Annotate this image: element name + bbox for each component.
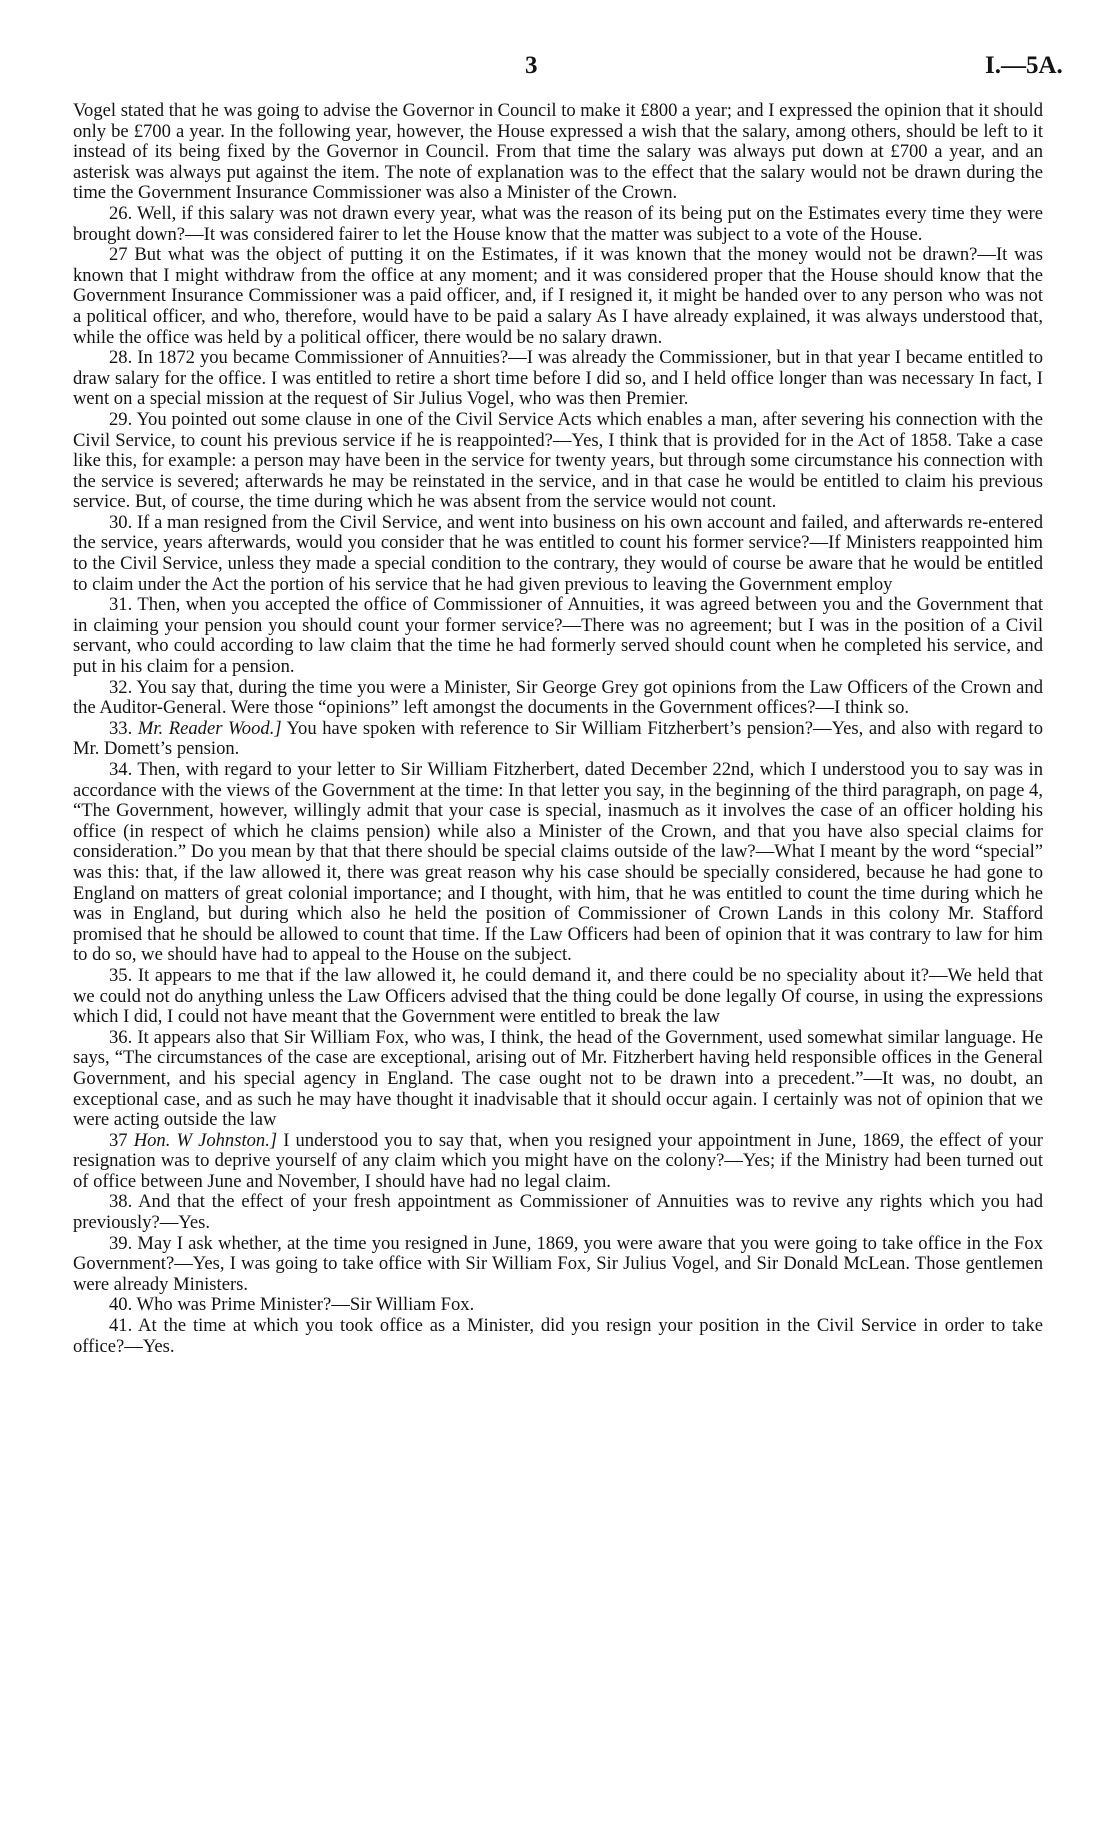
question-39: 39. May I ask whether, at the time you resigned in June, 1869, you were aware that you were going to take office in the Fox Government?—Yes, I was going to take office with Sir William Fox, Sir Julius Vogel, and Sir Donald McLean. Those gentlemen were already Ministers. bbox=[73, 1232, 1043, 1295]
body-text bbox=[73, 101, 1043, 1357]
speaker-name: Mr. Reader Wood.] bbox=[137, 717, 282, 739]
page-number: 3 bbox=[525, 52, 538, 79]
question-text: You have spoken with reference to Sir William Fitzherbert’s pension?—Yes, and also with regard to Mr. Domett’s pension. bbox=[73, 717, 1044, 760]
question-33 bbox=[73, 719, 1043, 760]
document-reference: I.—5A. bbox=[985, 52, 1063, 79]
speaker-name: Hon. W Johnston.] bbox=[133, 1129, 278, 1151]
question-37 bbox=[73, 1131, 1043, 1193]
question-31: 31. Then, when you accepted the office of Commissioner of Annuities, it was agreed between you and the Government that in claiming your pension you should count your former service?—There was no agreement; but I was in the position of a Civil servant, who could according to law claim that the time he had formerly served should count when he completed his service, and put in his claim for a pension. bbox=[73, 594, 1043, 678]
question-38: 38. And that the effect of your fresh appointment as Commissioner of Annuities was to revive any rights which you had previously?—Yes. bbox=[73, 1191, 1043, 1234]
question-27: 27 But what was the object of putting it on the Estimates, if it was known that the money would not be drawn?—It was known that I might withdraw from the office at any moment; and it was considered proper that the House should know that the Government Insurance Commissioner was a paid officer, and, if I resigned it, it might be handed over to any person who was not a political officer, and who, therefore, would have to be paid a salary As I have already explained, it was always understood that, while the office was held by a political officer, there would be no salary drawn. bbox=[73, 244, 1043, 348]
paragraph-continuation: Vogel stated that he was going to advise the Governor in Council to make it £800 a year; and I expressed the opinion that it should only be £700 a year. In the following year, however, the House expressed a wish that the salary, among others, should be left to it instead of its being fixed by the Governor in Council. From that time the salary was always put down at £700 a year, and an asterisk was always put against the item. The note of explanation was to the effect that the salary would not be drawn during the time the Government Insurance Commissioner was also a Minister of the Crown. bbox=[73, 100, 1043, 204]
question-40: 40. Who was Prime Minister?—Sir William Fox. bbox=[109, 1294, 475, 1316]
question-26: 26. Well, if this salary was not drawn every year, what was the reason of its being put on the Estimates every time they were brought down?—It was considered fairer to let the House know that the matter was subject to a vote of the House. bbox=[73, 202, 1043, 245]
question-number: 33. bbox=[109, 717, 133, 739]
question-28: 28. In 1872 you became Commissioner of Annuities?—I was already the Commissioner, but in that year I became entitled to draw salary for the office. I was entitled to retire a short time before I did so, and I held office longer than was necessary In fact, I went on a special mission at the request of Sir Julius Vogel, who was then Premier. bbox=[73, 347, 1043, 410]
question-29: 29. You pointed out some clause in one of the Civil Service Acts which enables a man, after severing his connection with the Civil Service, to count his previous service if he is reappointed?—Yes, I think that is provided for in the Act of 1858. Take a case like this, for example: a person may have been in the service for twenty years, but through some circumstance his connection with the service is severed; afterwards he may be reinstated in the service, and in that case he would be entitled to claim his previous service. But, of course, the time during which he was absent from the service would not count. bbox=[73, 408, 1043, 513]
question-text: I understood you to say that, when you resigned your appointment in June, 1869, the effect of your resignation was to deprive yourself of any claim which you might have on the colony?—Yes; if the Ministry had been turned out of office between June and November, I should have had no legal claim. bbox=[73, 1129, 1043, 1192]
question-32: 32. You say that, during the time you were a Minister, Sir George Grey got opinions from the Law Officers of the Crown and the Auditor-General. Were those “opinions” left amongst the documents in the Government offices?—I think so. bbox=[73, 676, 1043, 719]
question-35: 35. It appears to me that if the law allowed it, he could demand it, and there could be no speciality about it?—We held that we could not do anything unless the Law Officers advised that the thing could be done legally Of course, in using the expressions which I did, I could not have meant that the Government were entitled to break the law bbox=[73, 964, 1043, 1028]
question-number: 37 bbox=[109, 1129, 128, 1151]
question-36: 36. It appears also that Sir William Fox, who was, I think, the head of the Government, used somewhat similar language. He says, “The circumstances of the case are exceptional, arising out of Mr. Fitzherbert having held responsible offices in the General Government, and his special agency in England. The case ought not to be drawn into a precedent.”—It was, no doubt, an exceptional case, and as such he may have thought it inadvisable that it should occur again. I certainly was not of opinion that we were acting outside the law bbox=[73, 1026, 1043, 1131]
question-30: 30. If a man resigned from the Civil Service, and went into business on his own account and failed, and afterwards re-entered the service, years afterwards, would you consider that he was entitled to count his former service?—If Ministers reappointed him to the Civil Service, unless they made a special condition to the contrary, they would of course be aware that he would be entitled to claim under the Act the portion of his service that he had given previous to leaving the Government employ bbox=[73, 511, 1043, 595]
question-41: 41. At the time at which you took office as a Minister, did you resign your position in the Civil Service in order to take office?—Yes. bbox=[73, 1315, 1043, 1357]
question-34: 34. Then, with regard to your letter to Sir William Fitzherbert, dated December 22nd, which I understood you to say was in accordance with the views of the Government at the time: In that letter you say, in the beginning of the third paragraph, on page 4, “The Government, however, willingly admit that your case is special, inasmuch as it involves the case of an officer holding his office (in respect of which he claims pension) while also a Minister of the Crown, and that you have also special claims for consideration.” Do you mean by that that there should be special claims outside of the law?—What I meant by the word “special” was this: that, if the law allowed it, there was great reason why his case should be specially considered, because he had gone to England on matters of great colonial importance; and I thought, with him, that he was entitled to count the time during which he was in England, but during which also he held the position of Commissioner of Crown Lands in this colony Mr. Stafford promised that he should be allowed to count that time. If the Law Officers had been of opinion that it was contrary to law for him to do so, we should have had to appeal to the House on the subject. bbox=[73, 759, 1043, 966]
